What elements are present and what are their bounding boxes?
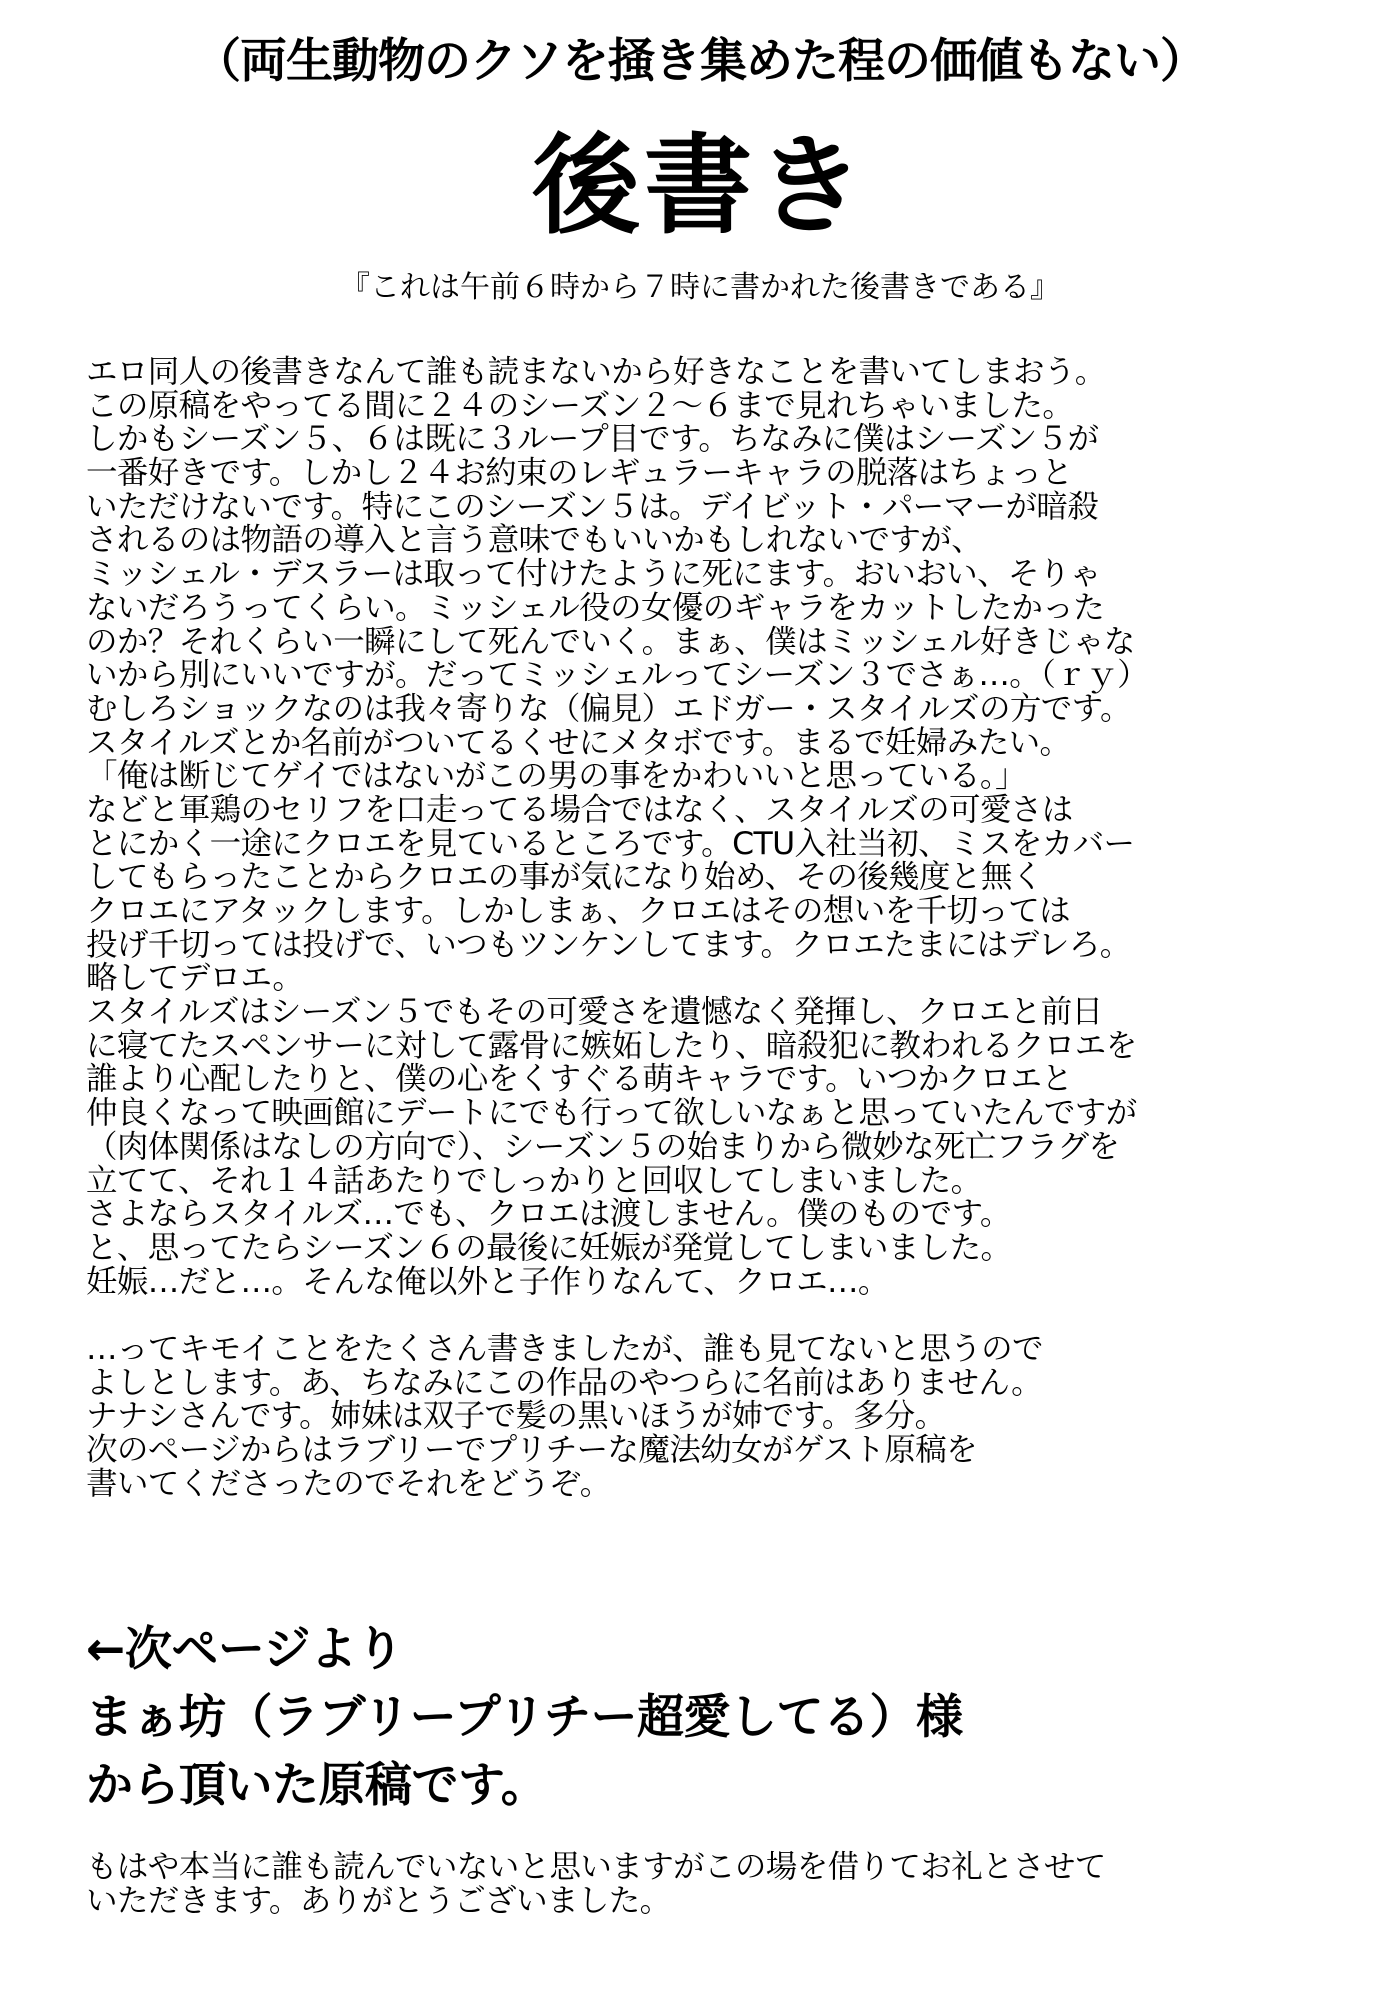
body-line: いただけないです。特にこのシーズン５は。デイビット・パーマーが暗殺 [86, 488, 1099, 525]
body-line: 略してデロエ。 [86, 960, 304, 997]
body-line: さよならスタイルズ…でも、クロエは渡しません。僕のものです。 [86, 1196, 1011, 1233]
closing-line: もはや本当に誰も読んでいないと思いますがこの場を借りてお礼とさせて [86, 1849, 1106, 1885]
body-text [86, 356, 1366, 1501]
body-line: と、思ってたらシーズン６の最後に妊娠が発覚してしまいました。 [86, 1229, 1012, 1266]
body-line: 次のページからはラブリーでプリチーな魔法幼女がゲスト原稿を [86, 1432, 978, 1468]
closing-text [86, 1851, 1366, 1918]
body-line: 仲良くなって映画館にデートにでも行って欲しいなぁと思っていたんですが [86, 1095, 1137, 1132]
body-line: スタイルズはシーズン５でもその可愛さを遺憾なく発揮し、クロエと前日 [86, 994, 1103, 1031]
body-line: ナナシさんです。姉妹は双子で髪の黒いほうが姉です。多分。 [86, 1398, 946, 1435]
paragraph-spacer [86, 1299, 1366, 1333]
body-line: クロエにアタックします。しかしまぁ、クロエはその想いを千切っては [86, 893, 1071, 929]
body-line: とにかく一途にクロエを見ているところです。CTU入社当初、ミスをカバー [86, 825, 1135, 862]
body-line: 立てて、それ１４話あたりでしっかりと回収してしまいました。 [86, 1162, 982, 1199]
body-line: のか？それくらい一瞬にして死んでいく。まぁ、僕はミッシェル好きじゃな [86, 623, 1135, 660]
body-line: …ってキモイことをたくさん書きましたが、誰も見てないと思うので [86, 1330, 1043, 1367]
body-line: よしとします。あ、ちなみにこの作品のやつらに名前はありません。 [86, 1364, 1043, 1401]
body-line: ないだろうってくらい。ミッシェル役の女優のギャラをカットしたかった [86, 589, 1105, 626]
body-line: スタイルズとか名前がついてるくせにメタボです。まるで妊婦みたい。 [86, 724, 1071, 761]
body-line: エロ同人の後書きなんて誰も読まないから好きなことを書いてしまおう。 [86, 354, 1106, 390]
body-line: いから別にいいですが。だってミッシェルってシーズン３でさぁ…。（ｒｙ） [86, 657, 1148, 694]
body-line: むしろショックなのは我々寄りな（偏見）エドガー・スタイルズの方です。 [86, 690, 1131, 727]
body-line: この原稿をやってる間に２４のシーズン２～６まで見れちゃいました。 [86, 387, 1074, 424]
body-line: 「俺は断じてゲイではないがこの男の事をかわいいと思っている。」 [86, 758, 1026, 795]
guest-manuscript-notice [86, 1616, 1366, 1820]
next-page-line: ←次ページより [86, 1622, 403, 1677]
body-line: に寝てたスペンサーに対して露骨に嫉妬したり、暗殺犯に教われるクロエを [86, 1027, 1137, 1064]
body-line: 誰より心配したりと、僕の心をくすぐる萌キャラです。いつかクロエと [86, 1061, 1073, 1098]
closing-line: いただきます。ありがとうございました。 [86, 1882, 671, 1919]
body-line: （肉体関係はなしの方向で）、シーズン５の始まりから微妙な死亡フラグを [86, 1128, 1120, 1165]
body-line: ミッシェル・デスラーは取って付けたように死にます。おいおい、そりゃ [86, 556, 1101, 593]
received-manuscript-line: から頂いた原稿です。 [86, 1758, 548, 1813]
body-line: 書いてくださったのでそれをどうぞ。 [86, 1465, 611, 1502]
body-line: 投げ千切っては投げで、いつもツンケンしてます。クロエたまにはデレろ。 [86, 926, 1131, 963]
body-line: されるのは物語の導入と言う意味でもいいかもしれないですが、 [86, 522, 983, 559]
subtitle: （両生動物のクソを掻き集めた程の価値もない） [194, 34, 1206, 89]
body-line: 妊娠…だと…。そんな俺以外と子作りなんて、クロエ…。 [86, 1263, 889, 1300]
page-title: 後書き [531, 124, 868, 249]
time-note: 『これは午前６時から７時に書かれた後書きである』 [340, 270, 1060, 305]
body-line: 一番好きです。しかし２４お約束のレギュラーキャラの脱落はちょっと [86, 455, 1073, 492]
guest-author-line: まぁ坊（ラブリープリチー超愛してる）様 [86, 1690, 963, 1745]
body-line: してもらったことからクロエの事が気になり始め、その後幾度と無く [86, 859, 1043, 896]
body-line: しかもシーズン５、６は既に３ループ目です。ちなみに僕はシーズン５が [86, 421, 1099, 458]
body-line: などと軍鶏のセリフを口走ってる場合ではなく、スタイルズの可愛さは [86, 791, 1073, 828]
